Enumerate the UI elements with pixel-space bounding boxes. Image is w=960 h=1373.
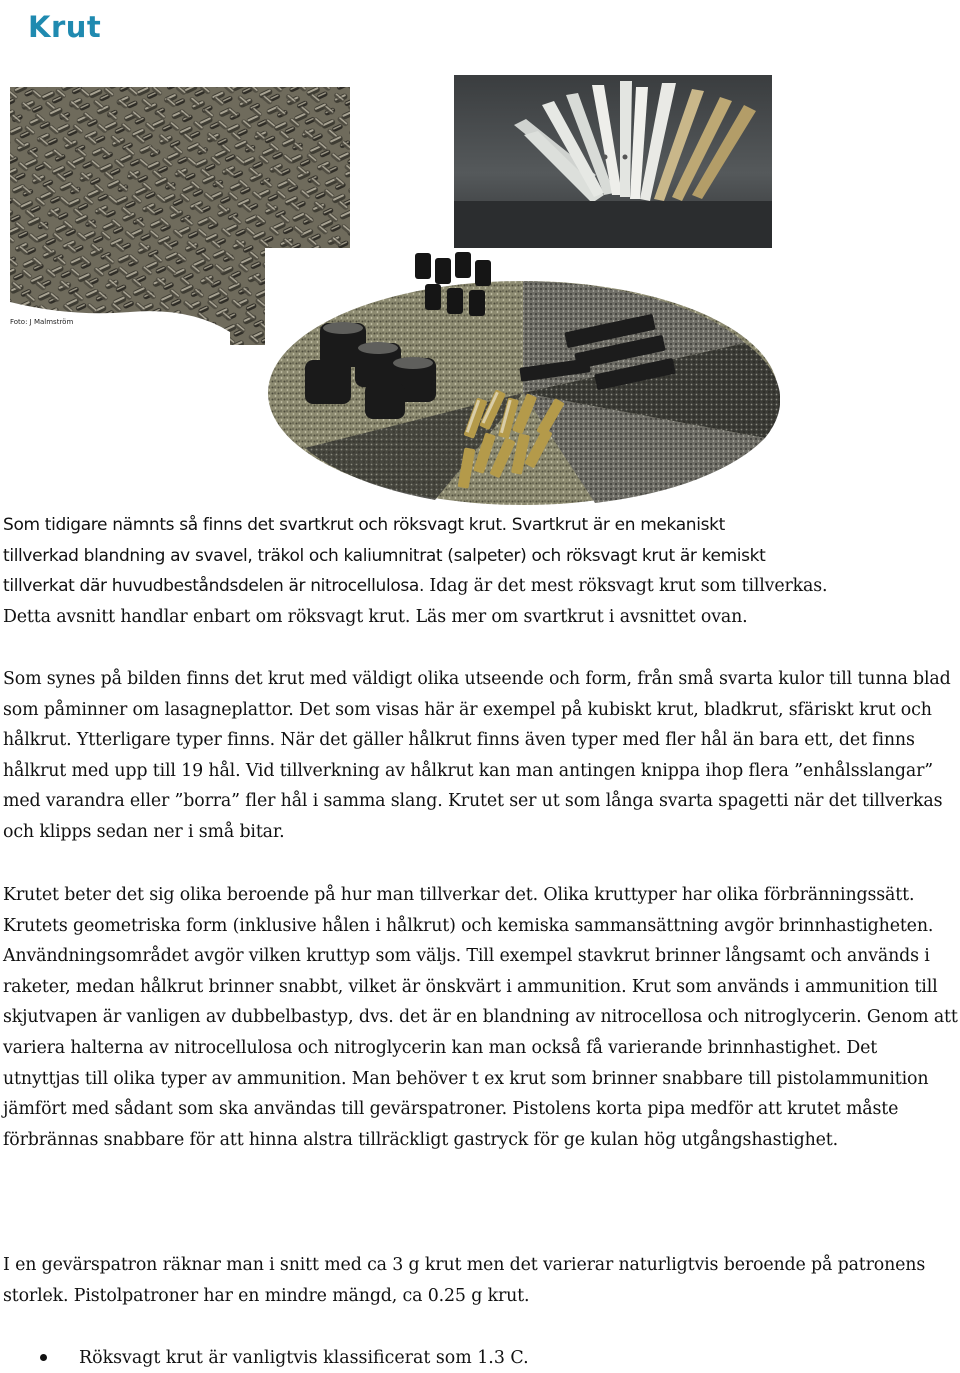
intro-line-4: Detta avsnitt handlar enbart om röksvagt krut. Läs mer om svartkrut i avsnittet ovan. xyxy=(3,606,748,627)
pellet-photo-credit: Foto: J Malmström xyxy=(10,318,74,326)
page-title: Krut xyxy=(28,10,102,44)
paragraph-charge-amount: I en gevärspatron räknar man i snitt med ca 3 g krut men det varierar naturligtvis beroende på patronens storlek. Pistolpatroner har en mindre mängd, ca 0.25 g krut. xyxy=(3,1255,926,1306)
intro-line-1: Som tidigare nämnts så finns det svartkrut och röksvagt krut. Svartkrut är en mekaniskt xyxy=(3,515,725,535)
strip-powder-photo xyxy=(454,75,772,253)
paragraph-burn-rate: Krutet beter det sig olika beroende på hur man tillverkar det. Olika kruttyper har olika förbränningssätt. Krutets geometriska form (inklusive hålen i hålkrut) och kemiska sammansättning avgör brinnhastigheten. Användningsområdet avgör vilken kruttyp som väljs. Till exempel stavkrut brinner långsamt och används i raketer, medan hålkrut brinner snabbt, vilket är önskvärt i ammunition. Krut som används i ammunition till skjutvapen är vanligen av dubbelbastyp, dvs. det är en blandning av nitrocellosa och nitroglycerin. Genom att variera halterna av nitrocellulosa och nitroglycerin kan man också få varierande brinnhastighet. Det utnyttjas till olika typer av ammunition. Man behöver t ex krut som brinner snabbare till pistolammunition jämfört med sådant som ska användas till gevärspatroner. Pistolens korta pipa medför att krutet måste förbrännas snabbare för att hinna alstra tillräckligt gastryck för ge kulan hög utgångshastighet. xyxy=(3,885,958,1150)
powder-assortment-photo xyxy=(265,248,780,506)
bullet-icon xyxy=(40,1354,47,1361)
intro-line-3b: Idag är det mest röksvagt krut som tillverkas. xyxy=(424,576,828,597)
list-item-text: Röksvagt krut är vanligtvis klassificerat som 1.3 C. xyxy=(79,1348,529,1368)
paragraph-powder-shapes: Som synes på bilden finns det krut med väldigt olika utseende och form, från små svarta kulor till tunna blad som påminner om lasagneplattor. Det som visas här är exempel på kubiskt krut, bladkrut, sfäriskt krut och hålkrut. Ytterligare typer finns. När det gäller hålkrut finns även typer med fler hål än bara ett, det finns hålkrut med upp till 19 hål. Vid tillverkning av hålkrut kan man antingen knippa ihop flera ”enhålsslangar” med varandra eller ”borra” fler hål i samma slang. Krutet ser ut som långa svarta spagetti när det tillverkas och klipps sedan ner i små bitar. xyxy=(3,669,951,842)
paragraph-intro xyxy=(3,510,958,632)
intro-line-3a: tillverkat där huvudbeståndsdelen är nitrocellulosa. xyxy=(3,576,424,597)
intro-line-2: tillverkad blandning av svavel, träkol och kaliumnitrat (salpeter) och röksvagt krut är kemiskt xyxy=(3,545,766,566)
